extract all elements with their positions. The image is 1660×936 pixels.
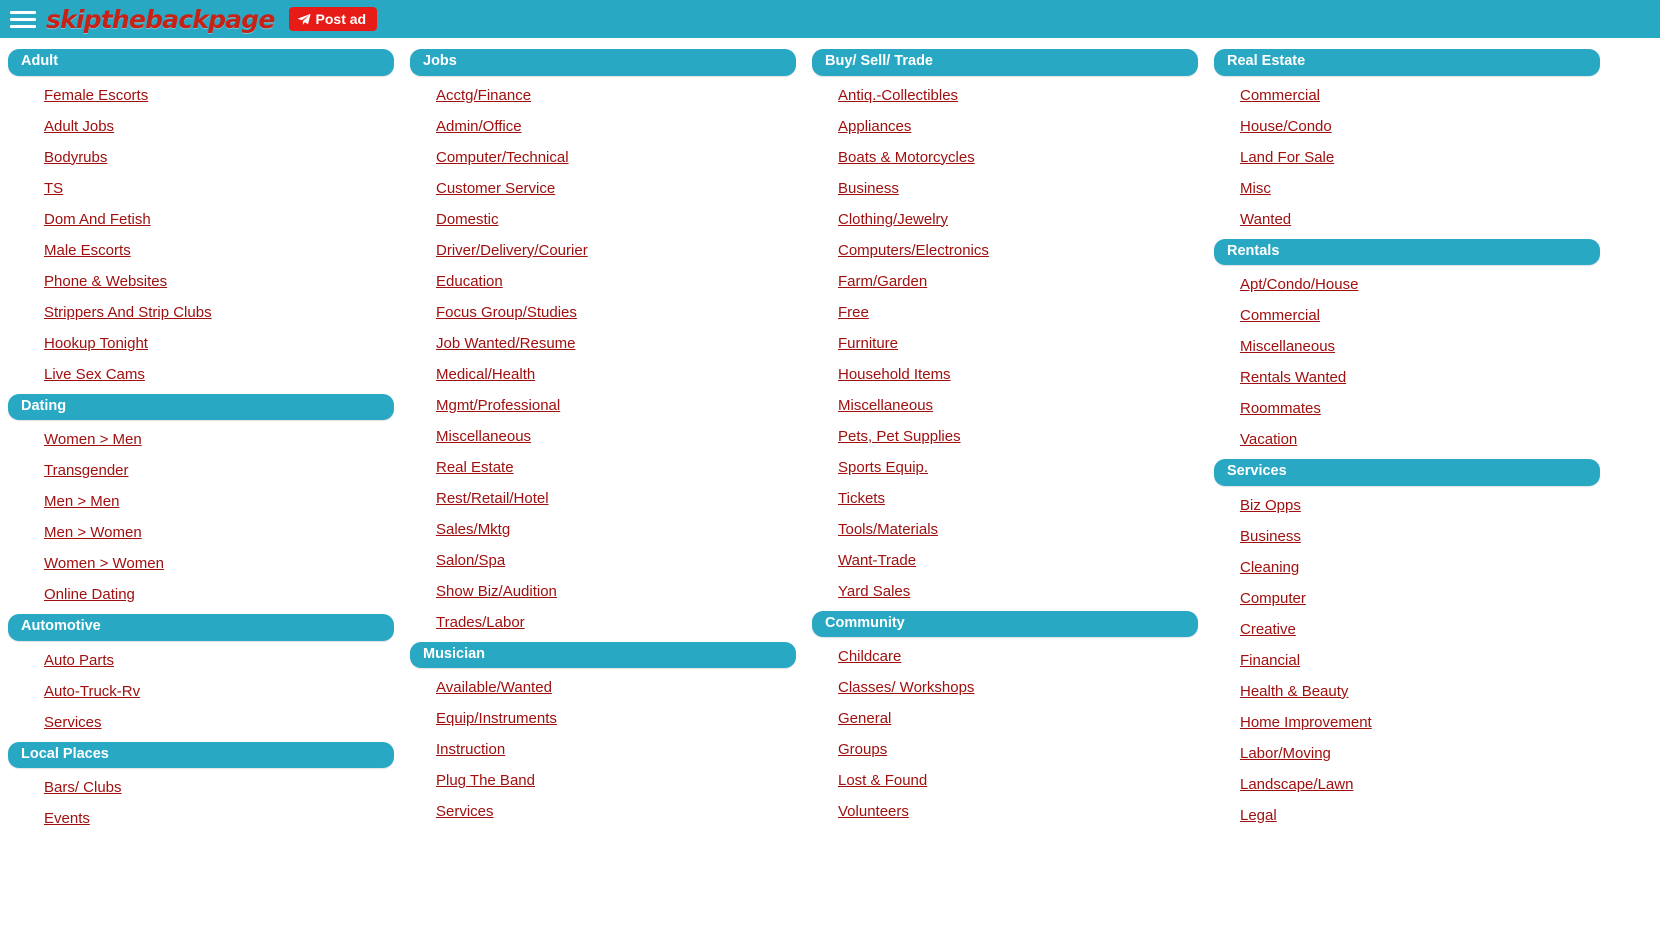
section-real-estate xyxy=(1214,49,1600,235)
list-item xyxy=(1240,424,1600,455)
list-item xyxy=(44,455,394,486)
list-item xyxy=(838,672,1198,703)
category-link-antiq-collectibles[interactable]: Antiq.-Collectibles xyxy=(838,86,959,104)
paper-plane-icon xyxy=(297,13,311,26)
list-item xyxy=(838,545,1198,576)
list-item xyxy=(1240,769,1600,800)
list-item xyxy=(1240,142,1600,173)
category-link-rest-retail-hotel[interactable]: Rest/Retail/Hotel xyxy=(436,489,549,507)
section-header-automotive[interactable]: Automotive xyxy=(8,614,394,641)
category-link-general[interactable]: General xyxy=(838,710,892,728)
list-item xyxy=(1240,300,1600,331)
list-item xyxy=(1240,490,1600,521)
category-link-mgmt-professional[interactable]: Mgmt/Professional xyxy=(436,396,561,414)
category-link-services-computer[interactable]: Computer xyxy=(1240,589,1306,607)
list-item xyxy=(44,772,394,803)
category-link-show-biz-audition[interactable]: Show Biz/Audition xyxy=(436,582,557,600)
category-link-customer-service[interactable]: Customer Service xyxy=(436,179,556,197)
category-link-house-condo[interactable]: House/Condo xyxy=(1240,117,1332,135)
list-item xyxy=(838,297,1198,328)
list-item xyxy=(436,483,796,514)
category-link-cleaning[interactable]: Cleaning xyxy=(1240,558,1300,576)
site-header xyxy=(0,0,1660,38)
list-item xyxy=(838,80,1198,111)
category-column-2 xyxy=(410,49,796,831)
list-item xyxy=(838,173,1198,204)
hamburger-bar xyxy=(10,11,36,14)
list-item xyxy=(1240,738,1600,769)
category-link-financial[interactable]: Financial xyxy=(1240,651,1301,669)
category-link-services-business[interactable]: Business xyxy=(1240,527,1301,545)
category-link-roommates[interactable]: Roommates xyxy=(1240,400,1321,418)
list-item xyxy=(436,80,796,111)
list-item xyxy=(1240,521,1600,552)
category-link-free[interactable]: Free xyxy=(838,303,869,321)
link-list-rentals xyxy=(1214,269,1600,455)
section-header-rentals[interactable]: Rentals xyxy=(1214,239,1600,266)
list-item xyxy=(1240,204,1600,235)
list-item xyxy=(436,765,796,796)
link-list-real-estate xyxy=(1214,80,1600,235)
category-link-re-misc[interactable]: Misc xyxy=(1240,179,1271,197)
category-link-classes-workshops[interactable]: Classes/ Workshops xyxy=(838,679,975,697)
category-link-biz-opps[interactable]: Biz Opps xyxy=(1240,496,1301,514)
link-list-local-places xyxy=(8,772,394,834)
list-item xyxy=(838,641,1198,672)
section-community xyxy=(812,611,1198,828)
link-list-dating xyxy=(8,424,394,610)
section-header-dating[interactable]: Dating xyxy=(8,394,394,421)
link-list-adult xyxy=(8,80,394,390)
category-link-bodyrubs[interactable]: Bodyrubs xyxy=(44,148,108,166)
list-item xyxy=(436,452,796,483)
list-item xyxy=(838,514,1198,545)
category-link-jobs-real-estate[interactable]: Real Estate xyxy=(436,458,514,476)
category-link-lost-found[interactable]: Lost & Found xyxy=(838,772,928,790)
category-link-online-dating[interactable]: Online Dating xyxy=(44,586,135,604)
list-item xyxy=(436,514,796,545)
category-link-hookup-tonight[interactable]: Hookup Tonight xyxy=(44,334,148,352)
list-item xyxy=(436,607,796,638)
category-link-auto-parts[interactable]: Auto Parts xyxy=(44,651,115,669)
category-link-men-women[interactable]: Men > Women xyxy=(44,524,142,542)
section-adult xyxy=(8,49,394,390)
list-item xyxy=(44,803,394,834)
list-item xyxy=(436,359,796,390)
list-item xyxy=(1240,583,1600,614)
category-link-auto-truck-rv[interactable]: Auto-Truck-Rv xyxy=(44,682,141,700)
list-item xyxy=(1240,614,1600,645)
category-link-dom-and-fetish[interactable]: Dom And Fetish xyxy=(44,210,151,228)
category-link-admin-office[interactable]: Admin/Office xyxy=(436,117,522,135)
section-automotive xyxy=(8,614,394,738)
category-link-ts[interactable]: TS xyxy=(44,179,64,197)
list-item xyxy=(1240,269,1600,300)
category-link-acctg-finance[interactable]: Acctg/Finance xyxy=(436,86,532,104)
category-link-furniture[interactable]: Furniture xyxy=(838,334,899,352)
list-item xyxy=(436,672,796,703)
category-link-tools-materials[interactable]: Tools/Materials xyxy=(838,520,939,538)
list-item xyxy=(44,80,394,111)
list-item xyxy=(44,548,394,579)
list-item xyxy=(436,297,796,328)
section-header-local-places[interactable]: Local Places xyxy=(8,742,394,769)
list-item xyxy=(838,703,1198,734)
list-item xyxy=(44,297,394,328)
category-link-rentals-miscellaneous[interactable]: Miscellaneous xyxy=(1240,338,1336,356)
list-item xyxy=(838,359,1198,390)
category-link-rentals-commercial[interactable]: Commercial xyxy=(1240,307,1321,325)
list-item xyxy=(44,676,394,707)
list-item xyxy=(1240,645,1600,676)
hamburger-bar xyxy=(10,25,36,28)
category-link-men-men[interactable]: Men > Men xyxy=(44,493,120,511)
category-link-focus-group-studies[interactable]: Focus Group/Studies xyxy=(436,303,577,321)
category-link-health-beauty[interactable]: Health & Beauty xyxy=(1240,682,1349,700)
list-item xyxy=(1240,80,1600,111)
list-item xyxy=(838,235,1198,266)
link-list-community xyxy=(812,641,1198,827)
list-item xyxy=(436,545,796,576)
list-item xyxy=(436,235,796,266)
list-item xyxy=(1240,111,1600,142)
list-item xyxy=(436,142,796,173)
hamburger-menu-icon[interactable] xyxy=(10,8,36,30)
link-list-buy-sell-trade xyxy=(812,80,1198,607)
section-jobs xyxy=(410,49,796,638)
list-item xyxy=(1240,393,1600,424)
category-link-land-for-sale[interactable]: Land For Sale xyxy=(1240,148,1335,166)
category-link-sports-equip[interactable]: Sports Equip. xyxy=(838,458,929,476)
section-header-real-estate[interactable]: Real Estate xyxy=(1214,49,1600,76)
section-header-jobs[interactable]: Jobs xyxy=(410,49,796,76)
category-column-3 xyxy=(812,49,1198,831)
category-link-events[interactable]: Events xyxy=(44,810,90,828)
category-link-bst-business[interactable]: Business xyxy=(838,179,899,197)
post-ad-button[interactable] xyxy=(289,7,378,31)
category-link-available-wanted[interactable]: Available/Wanted xyxy=(436,679,552,697)
link-list-automotive xyxy=(8,645,394,738)
link-list-services xyxy=(1214,490,1600,831)
list-item xyxy=(1240,173,1600,204)
section-header-services[interactable]: Services xyxy=(1214,459,1600,486)
section-header-community[interactable]: Community xyxy=(812,611,1198,638)
section-dating xyxy=(8,394,394,611)
category-link-apt-condo-house[interactable]: Apt/Condo/House xyxy=(1240,276,1359,294)
category-link-musician-services[interactable]: Services xyxy=(436,803,494,821)
hamburger-bar xyxy=(10,18,36,21)
category-link-rentals-wanted[interactable]: Rentals Wanted xyxy=(1240,369,1347,387)
list-item xyxy=(838,765,1198,796)
category-link-re-commercial[interactable]: Commercial xyxy=(1240,86,1321,104)
section-header-adult[interactable]: Adult xyxy=(8,49,394,76)
category-link-pets-pet-supplies[interactable]: Pets, Pet Supplies xyxy=(838,427,961,445)
list-item xyxy=(838,390,1198,421)
category-link-education[interactable]: Education xyxy=(436,272,503,290)
list-item xyxy=(1240,552,1600,583)
list-item xyxy=(1240,800,1600,831)
category-link-yard-sales[interactable]: Yard Sales xyxy=(838,582,911,600)
category-link-sales-mktg[interactable]: Sales/Mktg xyxy=(436,520,511,538)
category-link-childcare[interactable]: Childcare xyxy=(838,648,902,666)
list-item xyxy=(44,707,394,738)
category-column-4 xyxy=(1214,49,1600,835)
category-link-legal[interactable]: Legal xyxy=(1240,806,1277,824)
category-link-re-wanted[interactable]: Wanted xyxy=(1240,210,1292,228)
category-link-landscape-lawn[interactable]: Landscape/Lawn xyxy=(1240,775,1354,793)
category-link-instruction[interactable]: Instruction xyxy=(436,741,506,759)
category-link-domestic[interactable]: Domestic xyxy=(436,210,499,228)
category-link-female-escorts[interactable]: Female Escorts xyxy=(44,86,149,104)
category-link-job-wanted-resume[interactable]: Job Wanted/Resume xyxy=(436,334,576,352)
category-link-women-men[interactable]: Women > Men xyxy=(44,431,142,449)
section-musician xyxy=(410,642,796,828)
category-link-driver-delivery-courier[interactable]: Driver/Delivery/Courier xyxy=(436,241,588,259)
category-link-women-women[interactable]: Women > Women xyxy=(44,555,164,573)
site-logo[interactable]: skipthebackpage xyxy=(46,4,275,34)
list-item xyxy=(838,204,1198,235)
post-ad-label: Post ad xyxy=(315,11,367,27)
list-item xyxy=(838,142,1198,173)
category-link-jobs-miscellaneous[interactable]: Miscellaneous xyxy=(436,427,532,445)
list-item xyxy=(436,703,796,734)
category-link-phone-websites[interactable]: Phone & Websites xyxy=(44,272,168,290)
list-item xyxy=(436,576,796,607)
category-link-live-sex-cams[interactable]: Live Sex Cams xyxy=(44,365,145,383)
list-item xyxy=(838,452,1198,483)
category-link-automotive-services[interactable]: Services xyxy=(44,713,102,731)
category-link-strippers-strip-clubs[interactable]: Strippers And Strip Clubs xyxy=(44,303,212,321)
category-link-equip-instruments[interactable]: Equip/Instruments xyxy=(436,710,557,728)
category-link-want-trade[interactable]: Want-Trade xyxy=(838,551,917,569)
list-item xyxy=(838,111,1198,142)
section-buy-sell-trade xyxy=(812,49,1198,607)
category-link-vacation[interactable]: Vacation xyxy=(1240,431,1298,449)
category-link-transgender[interactable]: Transgender xyxy=(44,462,129,480)
list-item xyxy=(1240,676,1600,707)
category-link-household-items[interactable]: Household Items xyxy=(838,365,951,383)
list-item xyxy=(436,111,796,142)
category-link-volunteers[interactable]: Volunteers xyxy=(838,803,909,821)
list-item xyxy=(44,424,394,455)
list-item xyxy=(44,235,394,266)
list-item xyxy=(838,576,1198,607)
category-link-bars-clubs[interactable]: Bars/ Clubs xyxy=(44,779,122,797)
category-link-creative[interactable]: Creative xyxy=(1240,620,1296,638)
list-item xyxy=(436,266,796,297)
category-link-appliances[interactable]: Appliances xyxy=(838,117,912,135)
list-item xyxy=(44,142,394,173)
category-link-clothing-jewelry[interactable]: Clothing/Jewelry xyxy=(838,210,949,228)
category-link-labor-moving[interactable]: Labor/Moving xyxy=(1240,744,1331,762)
list-item xyxy=(44,173,394,204)
list-item xyxy=(44,486,394,517)
list-item xyxy=(436,421,796,452)
section-header-buy-sell-trade[interactable]: Buy/ Sell/ Trade xyxy=(812,49,1198,76)
section-local-places xyxy=(8,742,394,835)
list-item xyxy=(838,483,1198,514)
list-item xyxy=(838,328,1198,359)
list-item xyxy=(838,266,1198,297)
category-link-groups[interactable]: Groups xyxy=(838,741,888,759)
list-item xyxy=(44,266,394,297)
category-link-plug-the-band[interactable]: Plug The Band xyxy=(436,772,535,790)
category-board xyxy=(0,38,1660,838)
list-item xyxy=(436,390,796,421)
link-list-musician xyxy=(410,672,796,827)
category-link-computers-electronics[interactable]: Computers/Electronics xyxy=(838,241,989,259)
list-item xyxy=(44,517,394,548)
list-item xyxy=(44,204,394,235)
list-item xyxy=(44,328,394,359)
category-link-boats-motorcycles[interactable]: Boats & Motorcycles xyxy=(838,148,975,166)
section-services xyxy=(1214,459,1600,831)
section-rentals xyxy=(1214,239,1600,456)
category-link-male-escorts[interactable]: Male Escorts xyxy=(44,241,131,259)
list-item xyxy=(838,734,1198,765)
list-item xyxy=(44,359,394,390)
category-link-salon-spa[interactable]: Salon/Spa xyxy=(436,551,506,569)
list-item xyxy=(44,645,394,676)
list-item xyxy=(838,421,1198,452)
category-link-bst-miscellaneous[interactable]: Miscellaneous xyxy=(838,396,934,414)
list-item xyxy=(44,111,394,142)
category-link-tickets[interactable]: Tickets xyxy=(838,489,885,507)
list-item xyxy=(1240,707,1600,738)
list-item xyxy=(1240,362,1600,393)
link-list-jobs xyxy=(410,80,796,638)
category-link-medical-health[interactable]: Medical/Health xyxy=(436,365,536,383)
list-item xyxy=(436,734,796,765)
category-link-adult-jobs[interactable]: Adult Jobs xyxy=(44,117,115,135)
list-item xyxy=(436,796,796,827)
list-item xyxy=(838,796,1198,827)
section-header-musician[interactable]: Musician xyxy=(410,642,796,669)
category-link-home-improvement[interactable]: Home Improvement xyxy=(1240,713,1372,731)
category-link-trades-labor[interactable]: Trades/Labor xyxy=(436,613,525,631)
category-link-farm-garden[interactable]: Farm/Garden xyxy=(838,272,928,290)
list-item xyxy=(44,579,394,610)
category-column-1 xyxy=(8,49,394,838)
list-item xyxy=(436,173,796,204)
list-item xyxy=(436,204,796,235)
list-item xyxy=(1240,331,1600,362)
list-item xyxy=(436,328,796,359)
category-link-computer-technical[interactable]: Computer/Technical xyxy=(436,148,569,166)
